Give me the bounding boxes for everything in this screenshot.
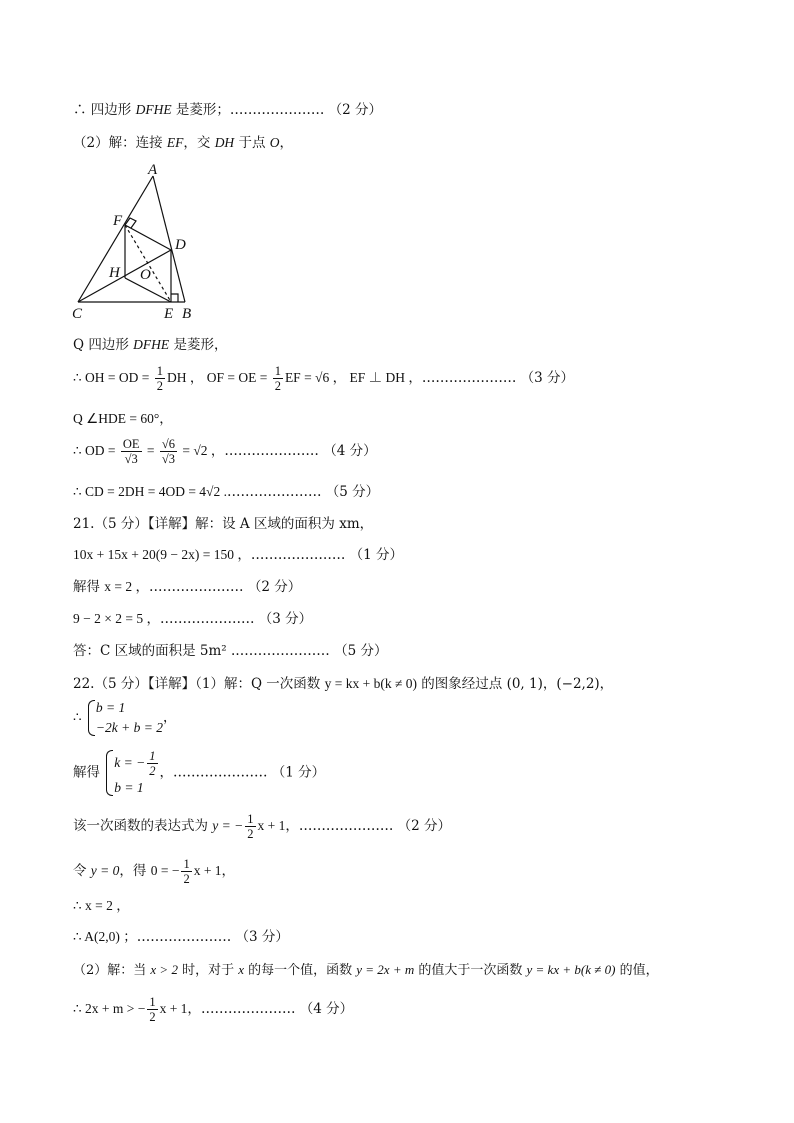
fraction: $\frac{1}{2}$ <box>149 995 156 1024</box>
line-19: ∴ A(2,0) ；………………… （3 分） <box>73 929 289 945</box>
geometry-figure <box>70 160 210 322</box>
line-7: ∴ CD = 2DH = 4OD = 4√2 .………………… （5 分） <box>73 484 380 500</box>
line-10: 解得 x = 2 ，………………… （2 分） <box>73 579 302 595</box>
line-9: 10x + 15x + 20(9 − 2x) = 150 ，………………… （1 分） <box>73 547 403 563</box>
fraction: $\frac{1}{2}$ <box>247 812 254 841</box>
fraction: $\frac{√6}{√3}$ <box>161 437 175 466</box>
label-d: D <box>175 237 186 253</box>
line-4: ∴ OH = OD = $\frac{1}{2}$ DH ， OF = OE = $\frac{1}{2}$ EF = √6 ， EF ⊥ DH ，………………… （3 分） <box>73 364 575 393</box>
equation-system: b = 1 −2k + b = 2 <box>86 698 163 738</box>
line-1: ∴ 四边形 DFHE 是菱形；………………… （2 分） <box>73 102 383 118</box>
line-15: 解得 k = − $\frac{1}{2}$ b = 1 ，………………… （1 分） <box>73 748 325 798</box>
line-13: 22.（5 分）【详解】（1）解：Q 一次函数 y = kx + b(k ≠ 0) 的图象经过点 (0, 1)，(−2,2)， <box>73 676 614 692</box>
fraction: $\frac{1}{2}$ <box>274 364 281 393</box>
label-b: B <box>182 306 192 322</box>
line-17: 令 y = 0，得 0 = − $\frac{1}{2}$ x + 1， <box>73 857 236 886</box>
solution-system: k = − $\frac{1}{2}$ b = 1 <box>104 748 159 798</box>
line-18: ∴ x = 2 ， <box>73 898 130 913</box>
fraction: $\frac{OE}{√3}$ <box>122 437 140 466</box>
fraction: $\frac{1}{2}$ <box>156 364 163 393</box>
label-o: O <box>140 267 151 283</box>
line-11: 9 − 2 × 2 = 5 ，………………… （3 分） <box>73 611 313 627</box>
fraction: $\frac{1}{2}$ <box>149 749 156 779</box>
right-angle-e <box>171 294 178 302</box>
label-h: H <box>109 265 120 281</box>
line-12: 答：C 区域的面积是 5m² .………………… （5 分） <box>73 643 388 659</box>
line-3: Q 四边形 DFHE 是菱形， <box>73 337 228 353</box>
line-14: ∴ b = 1 −2k + b = 2 ， <box>73 698 176 738</box>
line-20: （2）解：当 x > 2 时，对于 x 的每一个值，函数 y = 2x + m 的值大于一次函数 y = kx + b(k ≠ 0) 的值， <box>73 962 659 978</box>
label-f: F <box>113 213 123 229</box>
label-e: E <box>164 306 174 322</box>
line-2: （2）解：连接 EF，交 DH 于点 O， <box>73 135 294 151</box>
line-16: 该一次函数的表达式为 y = − $\frac{1}{2}$ x + 1，………………… （2 分） <box>73 812 452 841</box>
fraction: $\frac{1}{2}$ <box>183 857 190 886</box>
segment-ca <box>78 176 153 302</box>
line-21: ∴ 2x + m > − $\frac{1}{2}$ x + 1，………………… （4 分） <box>73 995 354 1024</box>
line-8: 21.（5 分）【详解】解：设 A 区域的面积为 xm， <box>73 516 374 532</box>
line-5: Q ∠HDE = 60°， <box>73 411 173 426</box>
label-a: A <box>148 162 158 178</box>
line-6: ∴ OD = $\frac{OE}{√3}$ = $\frac{√6}{√3}$ = √2 ，………………… （4 分） <box>73 437 377 466</box>
label-c: C <box>72 306 83 322</box>
